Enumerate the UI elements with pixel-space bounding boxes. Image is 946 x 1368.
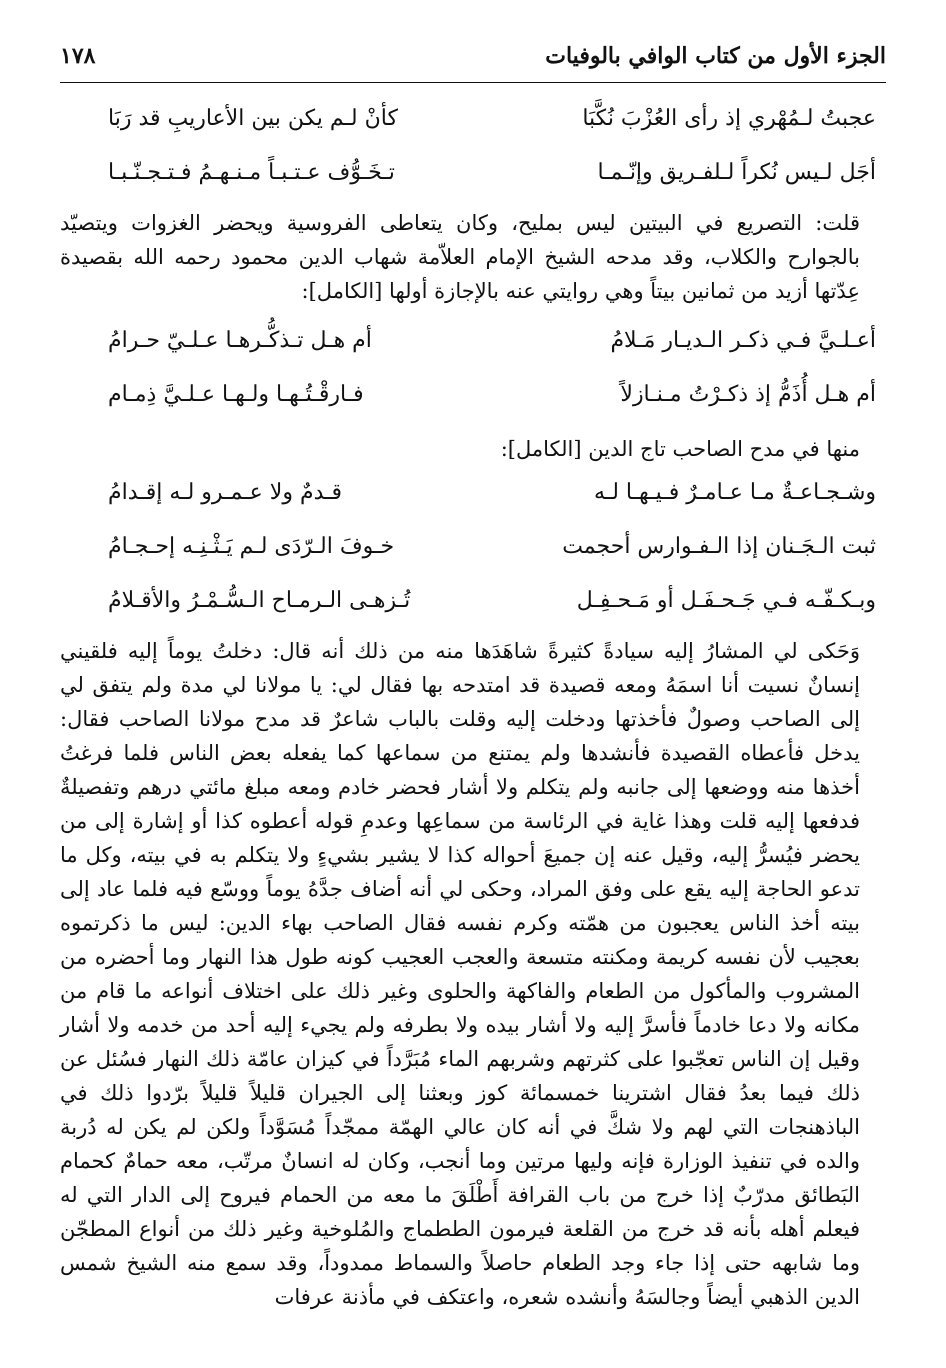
verse-second-hemistich: قـدمٌ ولا عـمـرو لـه إقـدامُ [108,480,343,506]
page-body [60,92,886,1314]
verse-second-hemistich: أم هـل تـذكُّـرهـا عـلـيّ حـرامُ [108,328,372,354]
prose-paragraph: منها في مدح الصاحب تاج الدين [الكامل]: [500,437,860,462]
prose-paragraph: وَحَكى لي المشارُ إليه سيادةً كثيرةً شاهَدَها منه من ذلك أنه قال: دخلتُ يوماً إليه فلقيني إنسانٌ نسيت أنا اسمَهُ ومعه قصيدة قد امتدحه بها فقال لي: يا مولانا لي مدة ولم يتفق لي إلى الصاحب وصولٌ فأخذتها ودخلت إليه وقلت بالباب شاعرٌ قد مدح مولانا الصاحب فقال: يدخل فأعطاه القصيدة فأنشدها ولم يمتنع من سماعها كما يفعله بعض الناس فلما فرغتُ أخذها منه ووضعها إلى جانبه ولم يتكلم ولا أشار فحضر خادم ومعه مبلغ مائتي درهم وتفصيلةٌ فدفعها إليه قلت وهذا غاية في الرئاسة من سماعِها وعدمِ قوله أعطوه كذا أو إشارة إلى من يحضر فيُسرُّ إليه، وقيل عنه إن جميعَ أحواله كذا لا يشير بشيءٍ ولا يتكلم به في بيته، وكل ما تدعو الحاجة إليه يقع على وفق المراد، وحكى لي أنه أضاف جدَّهُ يوماً ووسّع فيه فلما عاد إلى بيته أخذ الناس يعجبون من همّته وكرم نفسه فقال الصاحب بهاء الدين: ليس ما ذكرتموه بعجيب لأن نفسه كريمة ومكنته متسعة والعجب العجيب كونه طول هذا النهار وما أحضره من المشروب والمأكول من الطعام والفاكهة والحلوى وغير ذلك على اختلاف أنواعه ما قام من مكانه ولا دعا خادماً فأسرَّ إليه ولا أشار بيده ولا بطرفه ولم يجيء إليه أحد من خدمه ولا أشار وقيل إن الناس تعجّبوا على كثرتهم وشربهم الماء مُبَرَّداً في كيزان عامّة ذلك النهار فسُئل عن ذلك فيما بعدُ فقال اشترينا خمسمائة كوز وبعثنا إلى الجيران قليلاً قليلاً برّدوا ذلك في الباذهنجات التي لهم ولا شكَّ في أنه كان عالي الهمّة ممجّداً مُسَوَّداً ولكن لم يكن له دُربة والده في تنفيذ الوزارة فإنه وليها مرتين وما أنجب، وكان له انسانٌ مرتّب، معه حمامٌ كحمام البَطائق مدرّبٌ إذا خرج من باب القرافة أَطْلَقَ ما معه من الحمام فيروح إلى الدار التي له فيعلم أهله بأنه قد خرج من القلعة فيرمون الططماج والمُلوخية وغير ذلك من أنواع المطجّن وما شابهه حتى إذا جاء وجد الطعام حاصلاً والسماط ممدوداً، وقد سمع منه الشيخ شمس الدين الذهبي أيضاً وجالسَهُ وأنشده شعره، واعتكف في مأذنة عرفات [60,639,860,1310]
verse-first-hemistich: ثبت الـجَـنان إذا الـفـوارس أحجمت [562,534,876,560]
verse-second-hemistich: تُـزهـى الـرمـاح الـسُّـمْـرُ والأقـلامُ [108,588,411,614]
verse-first-hemistich: أجَل لـيس نُكراً لـلفـريق وإنّـمـا [597,160,876,186]
page-header [60,34,886,78]
verse-line [60,92,886,146]
verse-second-hemistich: خـوفَ الـرّدَى لـم يَـثْـنِـه إحـجـامُ [108,534,395,560]
page-number: ١٧٨ [60,43,96,69]
verse-first-hemistich: وبـكـفّـه فـي جَـحـفَـل أو مَـحـفِـل [576,588,876,614]
running-title: الجزء الأول من كتاب الوافي بالوفيات [545,43,886,69]
verse-line [60,368,886,422]
verse-line [60,520,886,574]
verse-second-hemistich: كأنْ لـم يكن بين الأعاريبِ قد رَبَا [108,106,398,132]
verse-first-hemistich: وشـجـاعـةٌ مـا عـامـرٌ فـيـهـا لـه [593,480,876,506]
verse-line [60,146,886,200]
prose-paragraph: قلت: التصريع في البيتين ليس بمليح، وكان يتعاطى الفروسية ويحضر الغزوات ويتصيّد بالجوارح والكلاب، وقد مدحه الشيخ الإمام العلاّمة شهاب الدين محمود رحمه الله بقصيدة عِدّتها أزيد من ثمانين بيتاً وهي روايتي عنه بالإجازة أولها [الكامل]: [60,211,860,304]
verse-first-hemistich: أعـلـيَّ فـي ذكـر الـديـار مَـلامُ [610,328,876,354]
verse-line [60,466,886,520]
verse-first-hemistich: أم هـل أُذَمُّ إذ ذكـرْتُ مـنـازلاً [620,382,876,408]
verse-second-hemistich: فـارقْـتُـهـا ولـهـا عـلـيَّ ذِمـام [108,382,364,408]
header-rule [60,82,886,83]
verse-line [60,574,886,628]
verse-second-hemistich: تـخَـوُّف عـتـبـاً مـنـهـمُ فـتـجـنّـبـا [108,160,395,186]
verse-line [60,314,886,368]
verse-first-hemistich: عجبتُ لـمُهْري إذ رأى العُزْبَ نُكَّبَا [582,106,876,132]
